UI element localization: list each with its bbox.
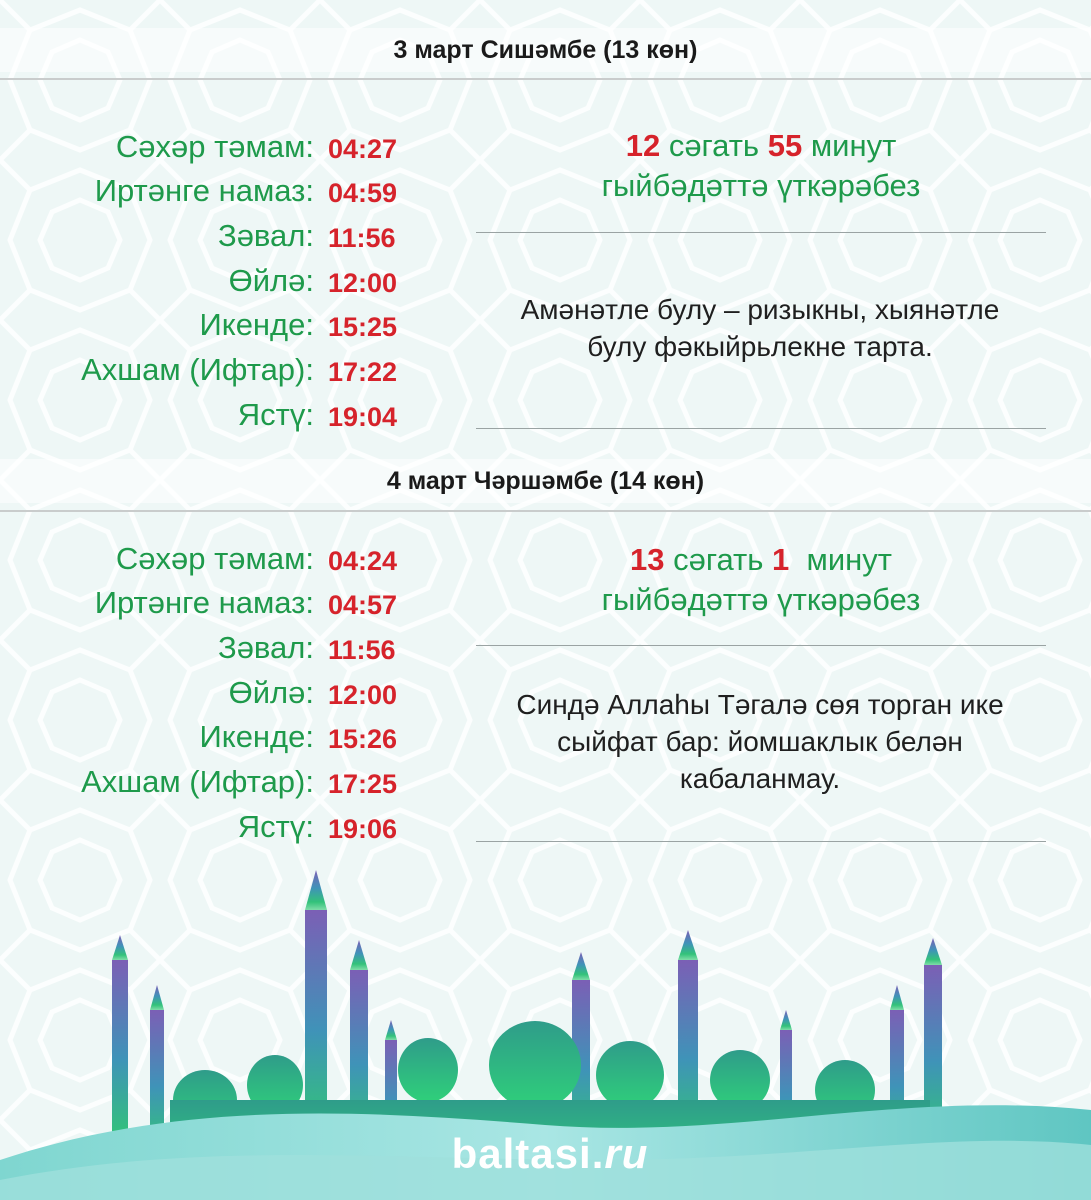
day-2-prayer-oyla xyxy=(0,671,420,715)
day-2-prayer-zawal xyxy=(0,626,420,670)
duration-minutes: 1 xyxy=(772,542,790,577)
day-2-prayer-morning xyxy=(0,581,420,625)
duration-hours: 13 xyxy=(630,542,665,577)
prayer-name: Өйлә: xyxy=(228,675,314,710)
day-1-prayer-akhsham xyxy=(0,348,420,392)
logo-name: baltasi xyxy=(451,1130,592,1177)
prayer-name: Ахшам (Ифтар): xyxy=(81,352,314,387)
day-2-prayer-akhsham xyxy=(0,760,420,804)
day-1-divider-bottom xyxy=(476,428,1046,429)
quote-line: сыйфат бар: йомшаклык белән xyxy=(557,726,963,757)
prayer-name: Сәхәр тәмам: xyxy=(115,541,314,576)
day-1-worship-duration xyxy=(476,126,1046,206)
duration-hours-label: сәгать xyxy=(673,542,764,577)
prayer-time: 04:59 xyxy=(328,178,398,208)
duration-minutes: 55 xyxy=(767,128,803,163)
day-2-header-divider xyxy=(0,510,1091,512)
prayer-name: Иртәнге намаз: xyxy=(94,173,314,208)
day-1-header-divider xyxy=(0,78,1091,80)
logo-dot: . xyxy=(591,1130,605,1177)
prayer-time: 04:24 xyxy=(328,546,398,576)
prayer-time: 04:57 xyxy=(328,590,398,620)
prayer-time: 11:56 xyxy=(328,223,396,253)
day-1-prayer-ikende xyxy=(0,303,420,347)
prayer-time: 19:04 xyxy=(328,402,398,432)
prayer-name: Ахшам (Ифтар): xyxy=(81,764,314,799)
prayer-name: Өйлә: xyxy=(228,263,314,298)
day-2-header: 4 март Чәршәмбе (14 көн) xyxy=(0,459,1091,503)
prayer-time: 12:00 xyxy=(328,680,398,710)
logo-tld: ru xyxy=(604,1130,649,1177)
quote-line: булу фәкыйрьлекне тарта. xyxy=(587,331,933,362)
duration-hours-label: сәгать xyxy=(668,128,760,163)
quote-line: кабаланмау. xyxy=(679,763,841,794)
day-2-quote xyxy=(460,686,1060,797)
baltasi-logo xyxy=(440,1130,660,1178)
day-1-prayer-oyla xyxy=(0,259,420,303)
day-2-divider-top xyxy=(476,645,1046,646)
duration-minutes-label: минут xyxy=(806,542,892,577)
prayer-name: Сәхәр тәмам: xyxy=(115,129,314,164)
prayer-name: Ястү: xyxy=(237,397,314,432)
day-1-divider-top xyxy=(476,232,1046,233)
prayer-name: Ястү: xyxy=(237,809,314,844)
prayer-name: Зәвал: xyxy=(217,218,314,253)
prayer-time: 11:56 xyxy=(328,635,396,665)
day-2-divider-bottom xyxy=(476,841,1046,842)
prayer-name: Икенде: xyxy=(199,307,314,342)
day-1-prayer-morning xyxy=(0,169,420,213)
prayer-time: 04:27 xyxy=(328,134,398,164)
day-1-prayer-yastu xyxy=(0,393,420,437)
prayer-time: 17:25 xyxy=(328,769,398,799)
prayer-time: 19:06 xyxy=(328,814,398,844)
duration-line xyxy=(476,540,1046,580)
prayer-time: 15:26 xyxy=(328,724,398,754)
day-1-prayer-sahar xyxy=(0,125,420,169)
prayer-time: 17:22 xyxy=(328,357,398,387)
duration-caption: гыйбәдәттә үткәрәбез xyxy=(601,168,921,203)
duration-minutes-label: минут xyxy=(810,128,897,163)
prayer-time: 12:00 xyxy=(328,268,398,298)
day-2-prayer-sahar xyxy=(0,537,420,581)
prayer-name: Икенде: xyxy=(199,719,314,754)
day-2-prayer-ikende xyxy=(0,715,420,759)
prayer-name: Иртәнге намаз: xyxy=(94,585,314,620)
quote-line: Синдә Аллаһы Тәгалә сөя торган ике xyxy=(516,689,1004,720)
duration-line xyxy=(476,126,1046,166)
prayer-time: 15:25 xyxy=(328,312,398,342)
duration-hours: 12 xyxy=(625,128,661,163)
day-2-prayer-yastu xyxy=(0,805,420,849)
day-2-worship-duration xyxy=(476,540,1046,620)
day-1-header: 3 март Сишәмбе (13 көн) xyxy=(0,28,1091,72)
day-1-prayer-zawal xyxy=(0,214,420,258)
day-1-quote xyxy=(460,291,1060,365)
prayer-name: Зәвал: xyxy=(217,630,314,665)
duration-caption: гыйбәдәттә үткәрәбез xyxy=(601,582,921,617)
quote-line: Амәнәтле булу – ризыкны, хыянәтле xyxy=(520,294,1000,325)
